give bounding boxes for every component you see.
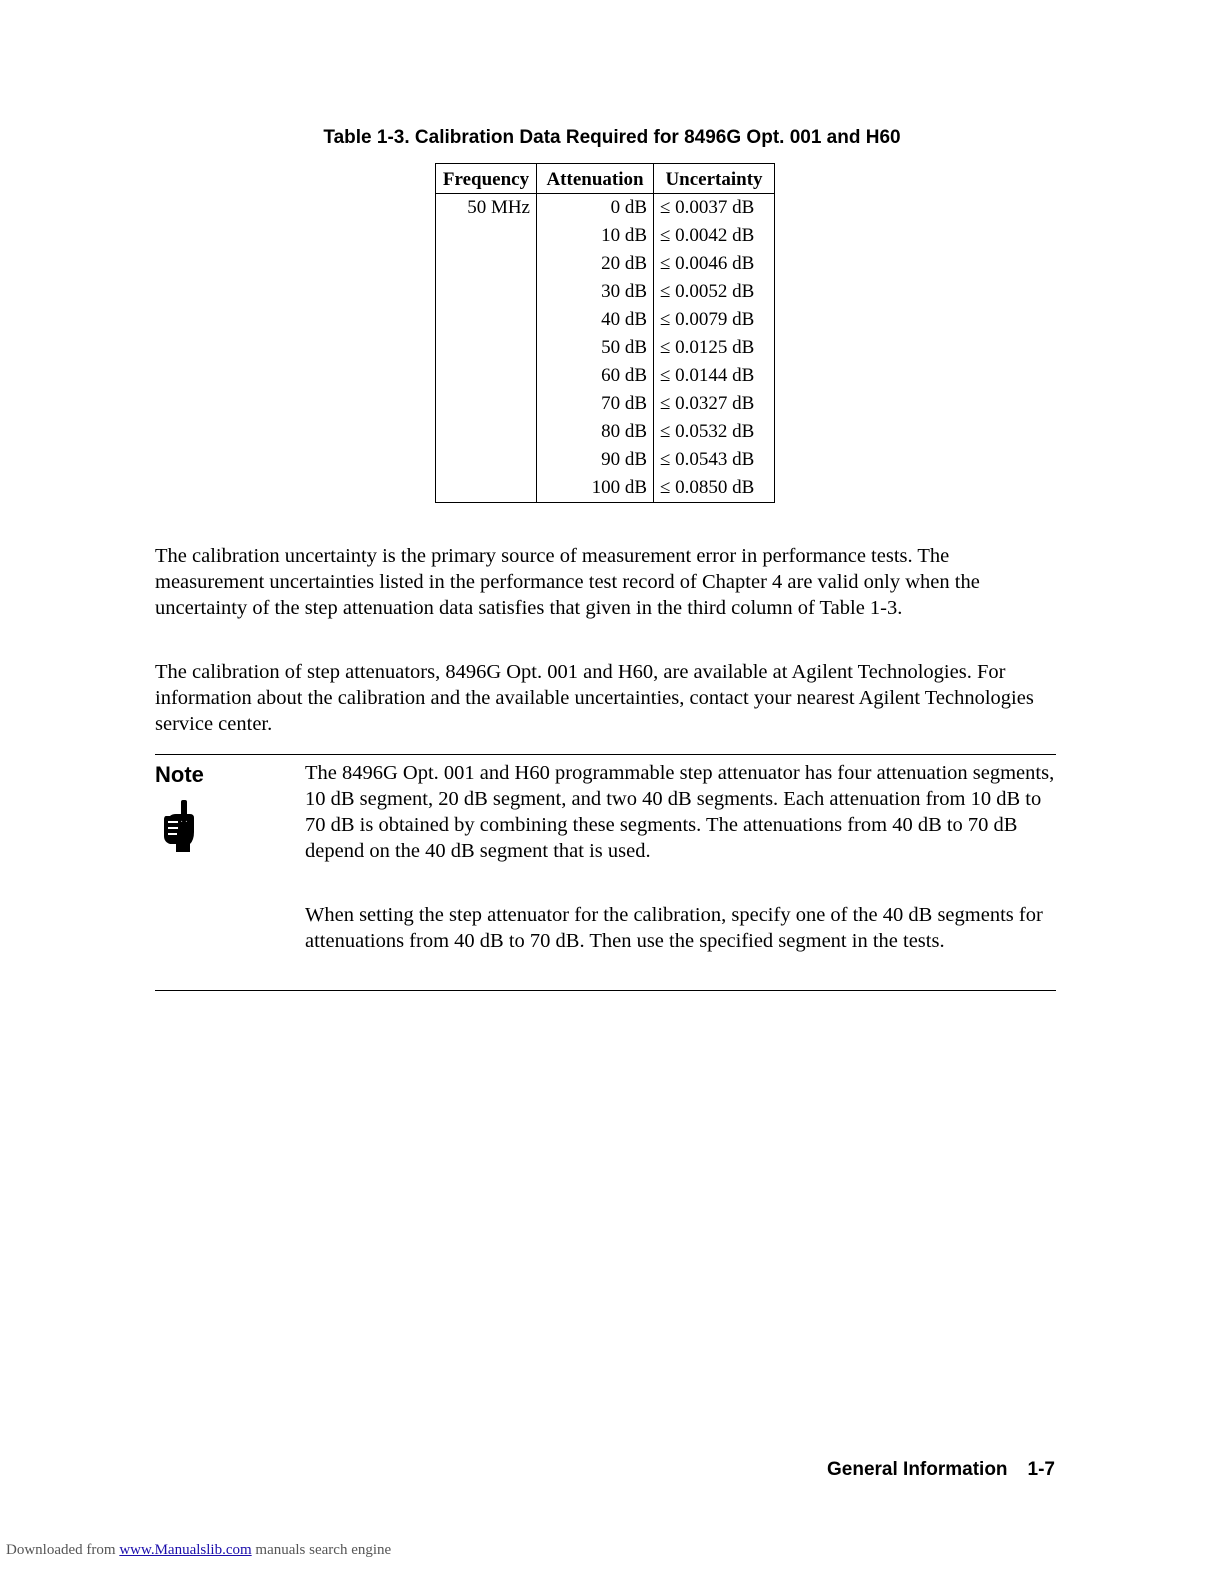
attenuation-cell: 70 dB [537, 390, 654, 418]
pointing-hand-icon [162, 800, 196, 852]
attenuation-cell: 80 dB [537, 418, 654, 446]
uncertainty-cell: ≤ 0.0125 dB [654, 334, 775, 362]
uncertainty-cell: ≤ 0.0850 dB [654, 474, 775, 503]
page-number: 1-7 [1027, 1459, 1055, 1480]
frequency-cell [436, 278, 537, 306]
attenuation-cell: 50 dB [537, 334, 654, 362]
manualslib-link[interactable]: www.Manualslib.com [119, 1542, 252, 1558]
table-title: Table 1-3. Calibration Data Required for 8496G Opt. 001 and H60 [323, 127, 901, 148]
uncertainty-cell: ≤ 0.0037 dB [654, 194, 775, 223]
table-row [436, 418, 775, 446]
body-paragraph-uncertainty: The calibration uncertainty is the primary source of measurement error in performance tests. The measurement uncertainties listed in the performance test record of Chapter 4 are valid only when the uncertainty of the step attenuation data satisfies that given in the third column of Table 1-3. [155, 545, 980, 619]
frequency-cell [436, 222, 537, 250]
frequency-cell [436, 362, 537, 390]
attenuation-cell: 20 dB [537, 250, 654, 278]
frequency-cell [436, 446, 537, 474]
table-row [436, 194, 775, 223]
attenuation-cell: 100 dB [537, 474, 654, 503]
table-row [436, 446, 775, 474]
uncertainty-cell: ≤ 0.0046 dB [654, 250, 775, 278]
column-header-attenuation: Attenuation [537, 164, 654, 194]
column-header-uncertainty: Uncertainty [654, 164, 775, 194]
frequency-cell: 50 MHz [436, 194, 537, 223]
frequency-cell [436, 334, 537, 362]
uncertainty-cell: ≤ 0.0144 dB [654, 362, 775, 390]
table-row [436, 306, 775, 334]
page-footer [0, 1459, 1055, 1481]
uncertainty-cell: ≤ 0.0042 dB [654, 222, 775, 250]
download-banner [6, 1542, 391, 1559]
table-row [436, 222, 775, 250]
table-row [436, 390, 775, 418]
column-header-frequency: Frequency [436, 164, 537, 194]
uncertainty-cell: ≤ 0.0543 dB [654, 446, 775, 474]
frequency-cell [436, 250, 537, 278]
note-paragraph-segments: The 8496G Opt. 001 and H60 programmable step attenuator has four attenuation segments, 10 dB segment, 20 dB segment, and two 40 dB segments. Each attenuation from 10 dB to 70 dB is obtained by combining these segments. The attenuations from 40 dB to 70 dB depend on the 40 dB segment that is used. [305, 762, 1055, 862]
attenuation-cell: 30 dB [537, 278, 654, 306]
calibration-table [435, 163, 775, 503]
body-paragraph-availability: The calibration of step attenuators, 8496G Opt. 001 and H60, are available at Agilent Technologies. For information about the calibration and the available uncertainties, contact your nearest Agilent Technologies service center. [155, 661, 1034, 735]
frequency-cell [436, 390, 537, 418]
table-row [436, 250, 775, 278]
attenuation-cell: 60 dB [537, 362, 654, 390]
uncertainty-cell: ≤ 0.0532 dB [654, 418, 775, 446]
uncertainty-cell: ≤ 0.0079 dB [654, 306, 775, 334]
frequency-cell [436, 418, 537, 446]
footer-section-title: General Information [827, 1459, 1008, 1480]
download-suffix: manuals search engine [255, 1542, 392, 1558]
note-label: Note [155, 762, 204, 787]
uncertainty-cell: ≤ 0.0327 dB [654, 390, 775, 418]
note-paragraph-calibration: When setting the step attenuator for the calibration, specify one of the 40 dB segments for attenuations from 40 dB to 70 dB. Then use the specified segment in the tests. [305, 904, 1043, 952]
attenuation-cell: 0 dB [537, 194, 654, 223]
note-bottom-rule [155, 990, 1056, 991]
table-row [436, 278, 775, 306]
frequency-cell [436, 474, 537, 503]
download-prefix: Downloaded from [6, 1542, 116, 1558]
table-row [436, 474, 775, 503]
uncertainty-cell: ≤ 0.0052 dB [654, 278, 775, 306]
table-row [436, 334, 775, 362]
note-top-rule [155, 754, 1056, 755]
attenuation-cell: 90 dB [537, 446, 654, 474]
attenuation-cell: 10 dB [537, 222, 654, 250]
frequency-cell [436, 306, 537, 334]
attenuation-cell: 40 dB [537, 306, 654, 334]
table-row [436, 362, 775, 390]
